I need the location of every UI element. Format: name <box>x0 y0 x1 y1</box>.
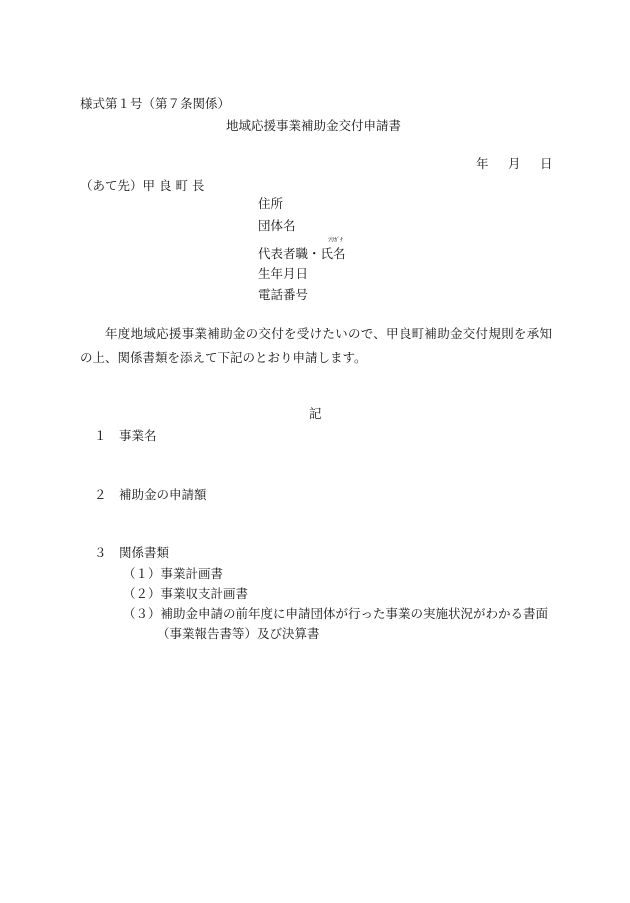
phone-label: 電話番号 <box>258 287 309 302</box>
addressee: （あて先）甲 良 町 長 <box>80 178 205 193</box>
item-project-name: １ 事業名 <box>94 428 157 443</box>
document-title: 地域応援事業補助金交付申請書 <box>226 118 402 133</box>
document-previous-report: （３）補助金申請の前年度に申請団体が行った事業の実施状況がわかる書面 <box>123 606 549 621</box>
item-subsidy-amount: ２ 補助金の申請額 <box>94 487 207 502</box>
application-statement: 年度地域応援事業補助金の交付を受けたいので、甲良町補助金交付規則を承知の上、関係書類を添えて下記のとおり申請します。 <box>80 326 552 365</box>
form-number: 様式第１号（第７条関係） <box>80 96 231 111</box>
document-budget-plan: （２）事業収支計画書 <box>123 586 249 601</box>
address-label: 住所 <box>258 196 284 211</box>
date-year-label: 年 <box>476 156 489 171</box>
birthdate-label: 生年月日 <box>258 266 309 281</box>
organization-label: 団体名 <box>258 218 296 233</box>
ki-heading: 記 <box>309 406 322 421</box>
furigana-label: ﾌﾘｶﾞﾅ <box>328 237 344 244</box>
representative-label: 代表者職・氏名 <box>258 246 346 261</box>
date-day-label: 日 <box>540 156 553 171</box>
date-month-label: 月 <box>508 156 521 171</box>
document-previous-report-continued: （事業報告書等）及び決算書 <box>157 626 320 641</box>
item-related-documents: ３ 関係書類 <box>94 545 170 560</box>
document-business-plan: （１）事業計画書 <box>123 566 224 581</box>
